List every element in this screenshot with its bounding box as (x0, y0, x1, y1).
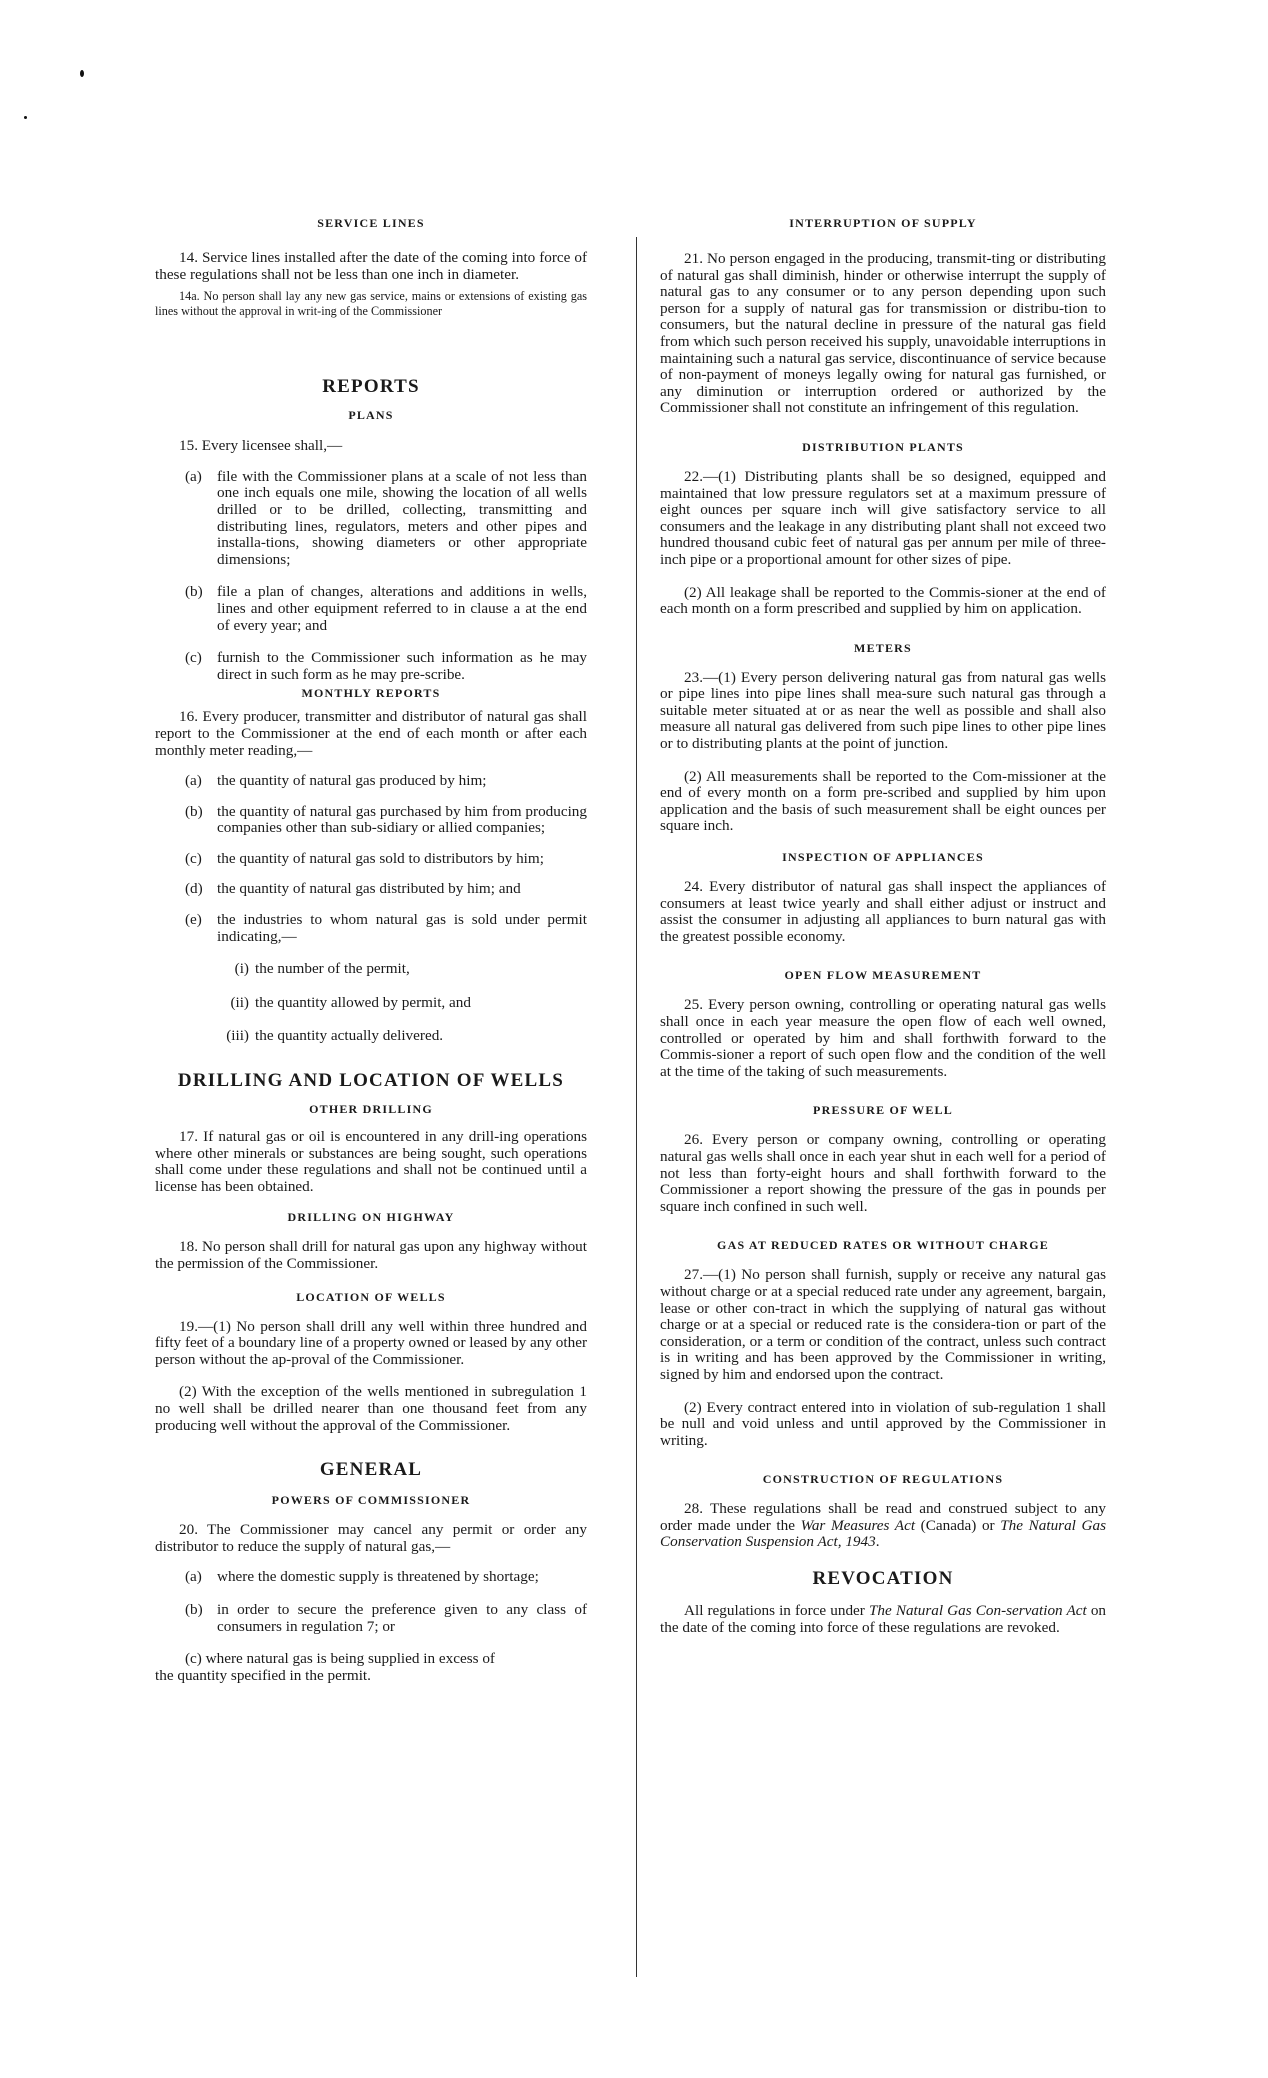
regulation-18: 18. No person shall drill for natural gas upon any highway without the permission of the Commissioner. (155, 1238, 587, 1272)
list-item: (a) file with the Commissioner plans at a scale of not less than one inch equals one mile, showing the location of all wells drilled or to be drilled, collecting, transmitting and distributing lines, regulators, meters and other pipes and installa-tions, showing diameters or other appropriate dimensions; (185, 467, 587, 568)
regulation-19-1: 19.—(1) No person shall drill any well within three hundred and fifty feet of a boundary line of a property owned or leased by any other person without the ap-proval of the Commissioner. (155, 1317, 587, 1368)
list-item: (b) file a plan of changes, alterations and additions in wells, lines and other equipment referred to in clause a at the end of every year; and (185, 583, 587, 634)
section-heading: DRILLING ON HIGHWAY (287, 1210, 455, 1225)
regulation-15-intro: 15. Every licensee shall,— (179, 437, 343, 455)
list-item: (a) where the domestic supply is threatened by shortage; (185, 1568, 539, 1586)
act-title: The Natural Gas Con-servation Act (868, 1602, 1087, 1620)
section-heading: MONTHLY REPORTS (301, 686, 441, 701)
sub-item: (ii) the quantity allowed by permit, and (230, 993, 471, 1011)
regulation-20-c-first: (c) where natural gas is being supplied in excess of (185, 1650, 495, 1668)
section-heading: OTHER DRILLING (309, 1102, 433, 1117)
list-item: (c) furnish to the Commissioner such information as he may direct in such form as he may pre-scribe. (185, 649, 587, 683)
regulation-17: 17. If natural gas or oil is encountered in any drill-ing operations where other minerals or substances are being sought, such operations shall come under these regulations and shall not be continued until a license has been obtained. (155, 1128, 587, 1195)
section-heading: POWERS OF COMMISSIONER (271, 1493, 471, 1508)
section-heading: OPEN FLOW MEASUREMENT (784, 968, 982, 983)
part-heading: GENERAL (319, 1459, 423, 1481)
regulation-20-c (155, 1651, 587, 1684)
section-heading: INSPECTION OF APPLIANCES (782, 850, 984, 865)
section-heading: PRESSURE OF WELL (813, 1103, 953, 1118)
regulation-21: 21. No person engaged in the producing, transmit-ting or distributing of natural gas shall diminish, hinder or otherwise interrupt the supply of natural gas to any consumer or to any person depending upon such person for a supply of natural gas for transmission or distribu-tion to consumers, but the natural decline in pressure of the natural gas field from which such person received his supply, unavoidable interruptions in maintaining such a natural gas service, discontinuance of service because of non-payment of moneys legally owing for natural gas furnished, or any diminution or interruption ordered or authorized by the Commissioner shall not constitute an infringement of this regulation. (660, 250, 1106, 417)
section-heading: GAS AT REDUCED RATES OR WITHOUT CHARGE (717, 1238, 1049, 1253)
section-heading: SERVICE LINES (317, 216, 425, 230)
regulation-24: 24. Every distributor of natural gas shall inspect the appliances of consumers at least twice yearly and shall either adjust or instruct and assist the consumer in adjusting all appliances to burn natural gas with the greatest possible economy. (660, 878, 1106, 945)
right-column (660, 215, 1106, 1636)
regulation-16-intro: 16. Every producer, transmitter and distributor of natural gas shall report to the Commissioner at the end of each month or after each monthly meter reading,— (155, 708, 587, 759)
sub-item: (iii) the quantity actually delivered. (226, 1027, 444, 1045)
regulation-19-2: (2) With the exception of the wells mentioned in subregulation 1 no well shall be drilled nearer than one thousand feet from any producing well without the approval of the Commissioner. (155, 1383, 587, 1434)
column-divider (636, 237, 637, 1977)
list-item: (c) the quantity of natural gas sold to distributors by him; (185, 849, 544, 867)
regulation-25: 25. Every person owning, controlling or operating natural gas wells shall once in each year measure the open flow of each well owned, controlled or operated by him and shall forthwith forward to the Commis-sioner a report of such open flow and the condition of the well at the time of the taking of such measurements. (660, 996, 1106, 1080)
scan-speck (80, 70, 84, 77)
list-item: (b) the quantity of natural gas purchased by him from producing companies other than sub-sidiary or allied companies; (185, 802, 587, 837)
list-item: (a) the quantity of natural gas produced by him; (185, 772, 487, 790)
section-heading: CONSTRUCTION OF REGULATIONS (762, 1472, 1004, 1487)
left-column (155, 215, 587, 1684)
regulation-23-1: 23.—(1) Every person delivering natural gas from natural gas wells or pipe lines into pipe lines shall mea-sure such natural gas through a suitable meter situated at or as near the well as possible and shall also measure all natural gas delivered from such pipe lines to other pipe lines or to distributing plants at the point of junction. (660, 668, 1106, 753)
scan-speck (24, 116, 27, 119)
regulation-28: 28. These regulations shall be read and construed subject to any order made under the War Measures Act (Canada) or The Natural Gas Conservation Suspension Act, 1943. (660, 1500, 1106, 1551)
act-title: War Measures Act (800, 1516, 916, 1534)
revocation-text: All regulations in force under The Natural Gas Con-servation Act on the date of the coming into force of these regulations are revoked. (660, 1602, 1106, 1636)
regulation-14: 14. Service lines installed after the date of the coming into force of these regulations shall not be less than one inch in diameter. (155, 249, 587, 283)
section-heading: INTERRUPTION OF SUPPLY (789, 216, 977, 230)
sub-item: (i) the number of the permit, (234, 960, 410, 978)
regulation-23-2: (2) All measurements shall be reported to the Com-missioner at the end of every month on a form pre-scribed and supplied by him upon application and the basis of such measurement shall be eight ounces per square inch. (660, 767, 1106, 835)
regulation-26: 26. Every person or company owning, controlling or operating natural gas wells shall once in each year shut in each well for a period of not less than forty-eight hours and shall forthwith forward to the Commissioner a report showing the pressure of the gas in pounds per square inch confined in such well. (660, 1131, 1106, 1215)
act-title: The Natural Gas Conservation Suspension Act, 1943 (660, 1516, 1106, 1551)
regulation-27-1: 27.—(1) No person shall furnish, supply or receive any natural gas without charge or at a special reduced rate under any agreement, bargain, lease or other con-tract in which the supplying of natural gas without charge or at a special or reduced rate is the considera-tion or part of the consideration, or a term or condition of the contract, unless such contract is in writing and has been approved by the Commissioner in writing, signed by him and endorsed upon the contract. (660, 1266, 1106, 1383)
regulation-22-2: (2) All leakage shall be reported to the Commis-sioner at the end of each month on a form prescribed and supplied by him on application. (660, 583, 1106, 618)
section-heading: DISTRIBUTION PLANTS (802, 439, 964, 454)
list-item: (d) the quantity of natural gas distributed by him; and (185, 880, 521, 898)
part-heading: DRILLING AND LOCATION OF WELLS (177, 1070, 565, 1092)
part-heading: REPORTS (322, 376, 420, 398)
list-item: (b) in order to secure the preference given to any class of consumers in regulation 7; or (185, 1600, 587, 1635)
list-item: (e) the industries to whom natural gas is sold under permit indicating,— (185, 911, 587, 945)
section-heading: LOCATION OF WELLS (296, 1289, 446, 1304)
regulation-22-1: 22.—(1) Distributing plants shall be so designed, equipped and maintained that low pressure regulators set at a maximum pressure of eight ounces per square inch will give satisfactory service to all consumers and the leakage in any distributing plant shall not exceed two hundred thousand cubic feet of natural gas per annum per mile of three-inch pipe or a proportional amount for other sizes of pipe. (660, 467, 1106, 568)
section-heading: METERS (854, 640, 912, 655)
regulation-20-intro: 20. The Commissioner may cancel any permit or order any distributor to reduce the supply of natural gas,— (155, 1521, 587, 1555)
regulation-20-c-rest: the quantity specified in the permit. (155, 1666, 371, 1684)
part-heading: REVOCATION (812, 1568, 954, 1590)
regulation-27-2: (2) Every contract entered into in violation of sub-regulation 1 shall be null and void unless and until approved by the Commissioner in writing. (660, 1398, 1106, 1449)
regulation-14a: 14a. No person shall lay any new gas service, mains or extensions of existing gas lines without the approval in writ-ing of the Commissioner (155, 289, 587, 319)
section-heading: PLANS (348, 408, 394, 423)
